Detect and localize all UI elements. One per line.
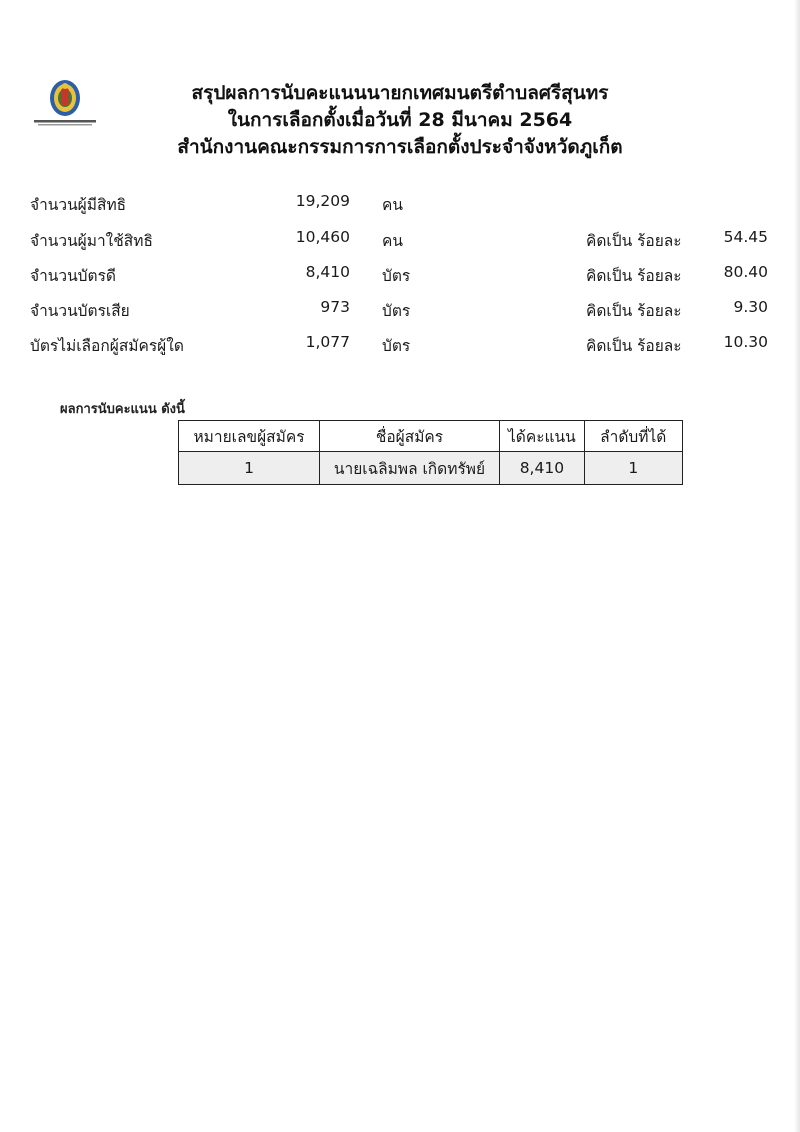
stat-value: 10,460 bbox=[295, 228, 350, 246]
results-caption: ผลการนับคะแนน ดังนี้ bbox=[60, 402, 185, 417]
stat-row-eligible bbox=[30, 192, 770, 218]
stat-percent-label: คิดเป็น ร้อยละ bbox=[586, 267, 682, 285]
stat-percent: 54.45 bbox=[723, 228, 768, 246]
stat-percent: 9.30 bbox=[733, 298, 768, 316]
cell-rank: 1 bbox=[584, 452, 682, 485]
table-row bbox=[179, 452, 683, 485]
column-header-candidate-name: ชื่อผู้สมัคร bbox=[320, 421, 500, 452]
stat-row-valid-ballots bbox=[30, 263, 770, 289]
stat-unit: บัตร bbox=[382, 302, 411, 320]
stat-value: 19,209 bbox=[295, 192, 350, 210]
stat-row-no-vote-ballots bbox=[30, 333, 770, 359]
column-header-rank: ลำดับที่ได้ bbox=[584, 421, 682, 452]
stat-percent: 10.30 bbox=[723, 333, 768, 351]
stat-value: 973 bbox=[320, 298, 350, 316]
stat-value: 1,077 bbox=[305, 333, 350, 351]
page-edge-shadow bbox=[794, 0, 800, 1132]
stat-unit: บัตร bbox=[382, 337, 411, 355]
results-table bbox=[178, 420, 683, 485]
results-header-row bbox=[179, 421, 683, 452]
stat-label: จำนวนบัตรเสีย bbox=[30, 302, 130, 320]
column-header-candidate-number: หมายเลขผู้สมัคร bbox=[179, 421, 320, 452]
stat-label: จำนวนผู้มีสิทธิ bbox=[30, 196, 127, 214]
stat-percent-label: คิดเป็น ร้อยละ bbox=[586, 302, 682, 320]
stat-value: 8,410 bbox=[305, 263, 350, 281]
stat-label: จำนวนบัตรดี bbox=[30, 267, 116, 285]
header-title: สรุปผลการนับคะแนนนายกเทศมนตรีตำบลศรีสุนทร bbox=[191, 82, 609, 104]
document-header bbox=[120, 80, 680, 161]
stat-label: บัตรไม่เลือกผู้สมัครผู้ใด bbox=[30, 337, 184, 355]
stat-row-turnout bbox=[30, 228, 770, 254]
cell-candidate-name: นายเฉลิมพล เกิดทรัพย์ bbox=[320, 452, 500, 485]
stat-percent-label: คิดเป็น ร้อยละ bbox=[586, 337, 682, 355]
election-commission-logo bbox=[28, 76, 102, 128]
cell-candidate-number: 1 bbox=[179, 452, 320, 485]
header-office: สำนักงานคณะกรรมการการเลือกตั้งประจำจังหวัดภูเก็ต bbox=[177, 136, 623, 158]
cell-votes: 8,410 bbox=[500, 452, 585, 485]
stat-label: จำนวนผู้มาใช้สิทธิ bbox=[30, 232, 153, 250]
stat-percent-label: คิดเป็น ร้อยละ bbox=[586, 232, 682, 250]
stat-percent: 80.40 bbox=[723, 263, 768, 281]
header-election-date: ในการเลือกตั้งเมื่อวันที่ 28 มีนาคม 2564 bbox=[227, 109, 573, 131]
stat-unit: คน bbox=[382, 196, 403, 214]
stat-unit: คน bbox=[382, 232, 403, 250]
stat-unit: บัตร bbox=[382, 267, 411, 285]
stat-row-invalid-ballots bbox=[30, 298, 770, 324]
column-header-votes: ได้คะแนน bbox=[500, 421, 585, 452]
